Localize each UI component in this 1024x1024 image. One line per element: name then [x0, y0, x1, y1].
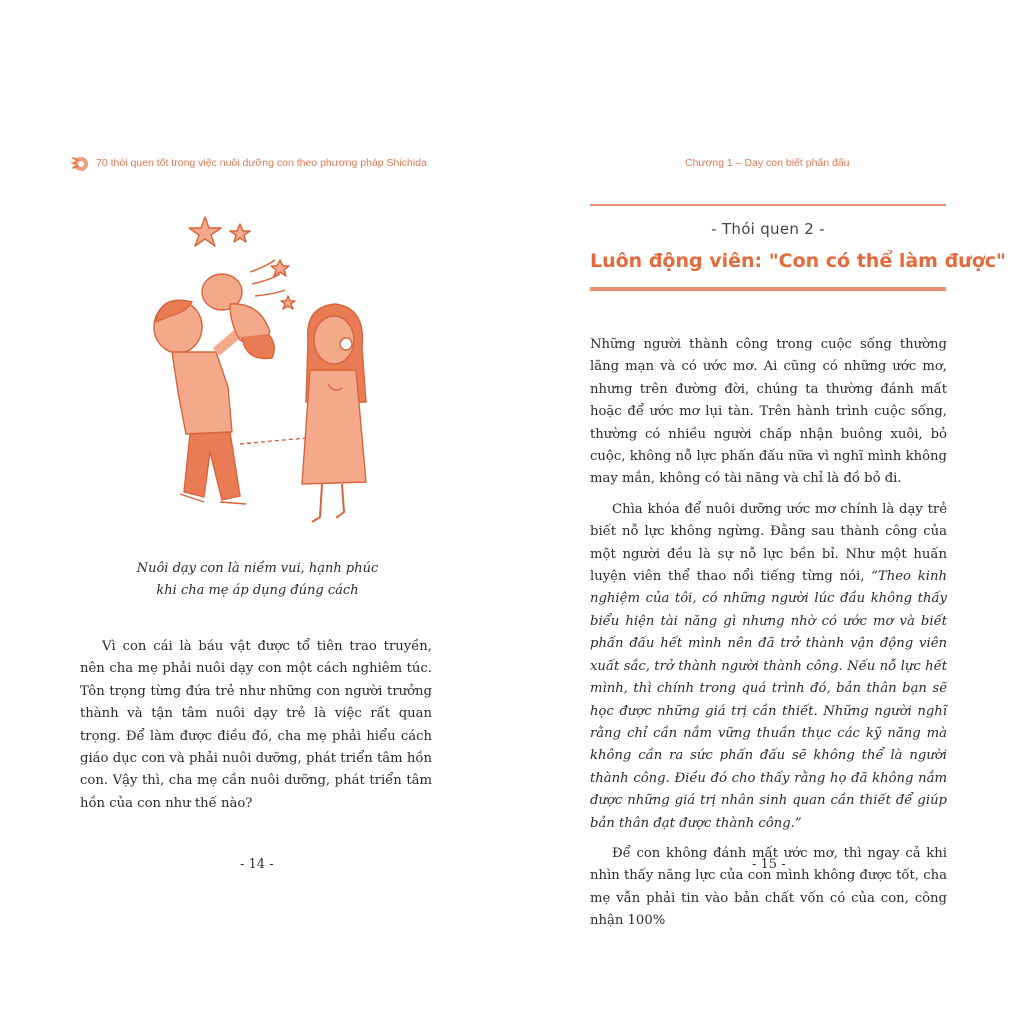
divider [590, 287, 946, 291]
body-paragraph: Những người thành công trong cuộc sống thường lãng mạn và có ước mơ. Ai cũng có những ước mơ, nhưng trên đường đời, chúng ta thường đánh mất hoặc để ước mơ lụi tàn. Trên hành trình cuộc sống, thường có nhiều người chấp nhận buông xuôi, bỏ cuộc, không nỗ lực phấn đấu nữa vì nghĩ mình không may mắn, không có tài năng và chỉ là đồ bỏ đi. [590, 337, 947, 487]
paragraph-text: Chìa khóa để nuôi dưỡng ước mơ chính là dạy trẻ biết nỗ lực không ngừng. Đằng sau thành công của một người đều là sự nỗ lực bền bỉ. Như một huấn luyện viên thể thao nổi tiếng từng nói, [590, 501, 947, 585]
star-icon [281, 296, 295, 309]
habit-title: Luôn động viên: "Con có thể làm được" [590, 250, 1006, 272]
body-paragraph: Vì con cái là báu vật được tổ tiên trao truyền, nên cha mẹ phải nuôi dạy con một cách nghiêm túc. Tôn trọng từng đứa trẻ như những con người trưởng thành và tận tâm nuôi dạy trẻ là việc rất quan trọng. Để làm được điều đó, cha mẹ phải hiểu cách giáo dục con và phải nuôi dưỡng, phát triển tâm hồn con. Vậy thì, cha mẹ cần nuôi dưỡng, phát triển tâm hồn của con như thế nào? [80, 639, 432, 811]
coach-quote: “Theo kinh nghiệm của tôi, có những người lúc đầu không thấy biểu hiện tài năng gì nhưng nhờ có ước mơ và biết phấn đấu hết mình nên đã trở thành vận động viên xuất sắc, trở thành người thành công. Nếu nỗ lực hết mình, thì chính trong quá trình đó, bản thân bạn sẽ học được những giá trị cần thiết. Những người nghĩ rằng chỉ cần nắm vững thuần thục các kỹ năng mà không cần ra sức phấn đấu sẽ không thể là người thành công. Điều đó cho thấy rằng họ đã không nắm được những giá trị nhân sinh quan cần thiết để giúp bản thân đạt được thành công.” [590, 569, 947, 831]
running-head: 70 thói quen tốt trong việc nuôi dưỡng con theo phương pháp Shichida [96, 157, 427, 169]
caption-line: Nuôi dạy con là niềm vui, hạnh phúc [136, 561, 379, 576]
page-number: - 15 - [752, 857, 786, 872]
illustration-caption [120, 558, 395, 602]
divider [590, 204, 946, 206]
book-logo-icon [70, 153, 90, 173]
star-icon [271, 260, 289, 276]
habit-title-box [590, 204, 1006, 292]
star-icon [189, 217, 221, 246]
body-paragraph [590, 499, 947, 835]
page-number: - 14 - [240, 857, 274, 872]
habit-label: - Thói quen 2 - [711, 220, 825, 238]
star-icon [230, 224, 250, 242]
running-head: Chương 1 – Dạy con biết phấn đấu [685, 157, 850, 169]
body-paragraph: Để con không đánh mất ước mơ, thì ngay cả khi nhìn thấy năng lực của con mình không được tốt, cha mẹ vẫn phải tin vào bản chất vốn có của con, công nhận 100% [590, 845, 947, 929]
right-page [512, 0, 1024, 1024]
caption-line: khi cha mẹ áp dụng đúng cách [156, 583, 359, 598]
family-illustration [130, 212, 380, 537]
body-text [590, 334, 947, 941]
